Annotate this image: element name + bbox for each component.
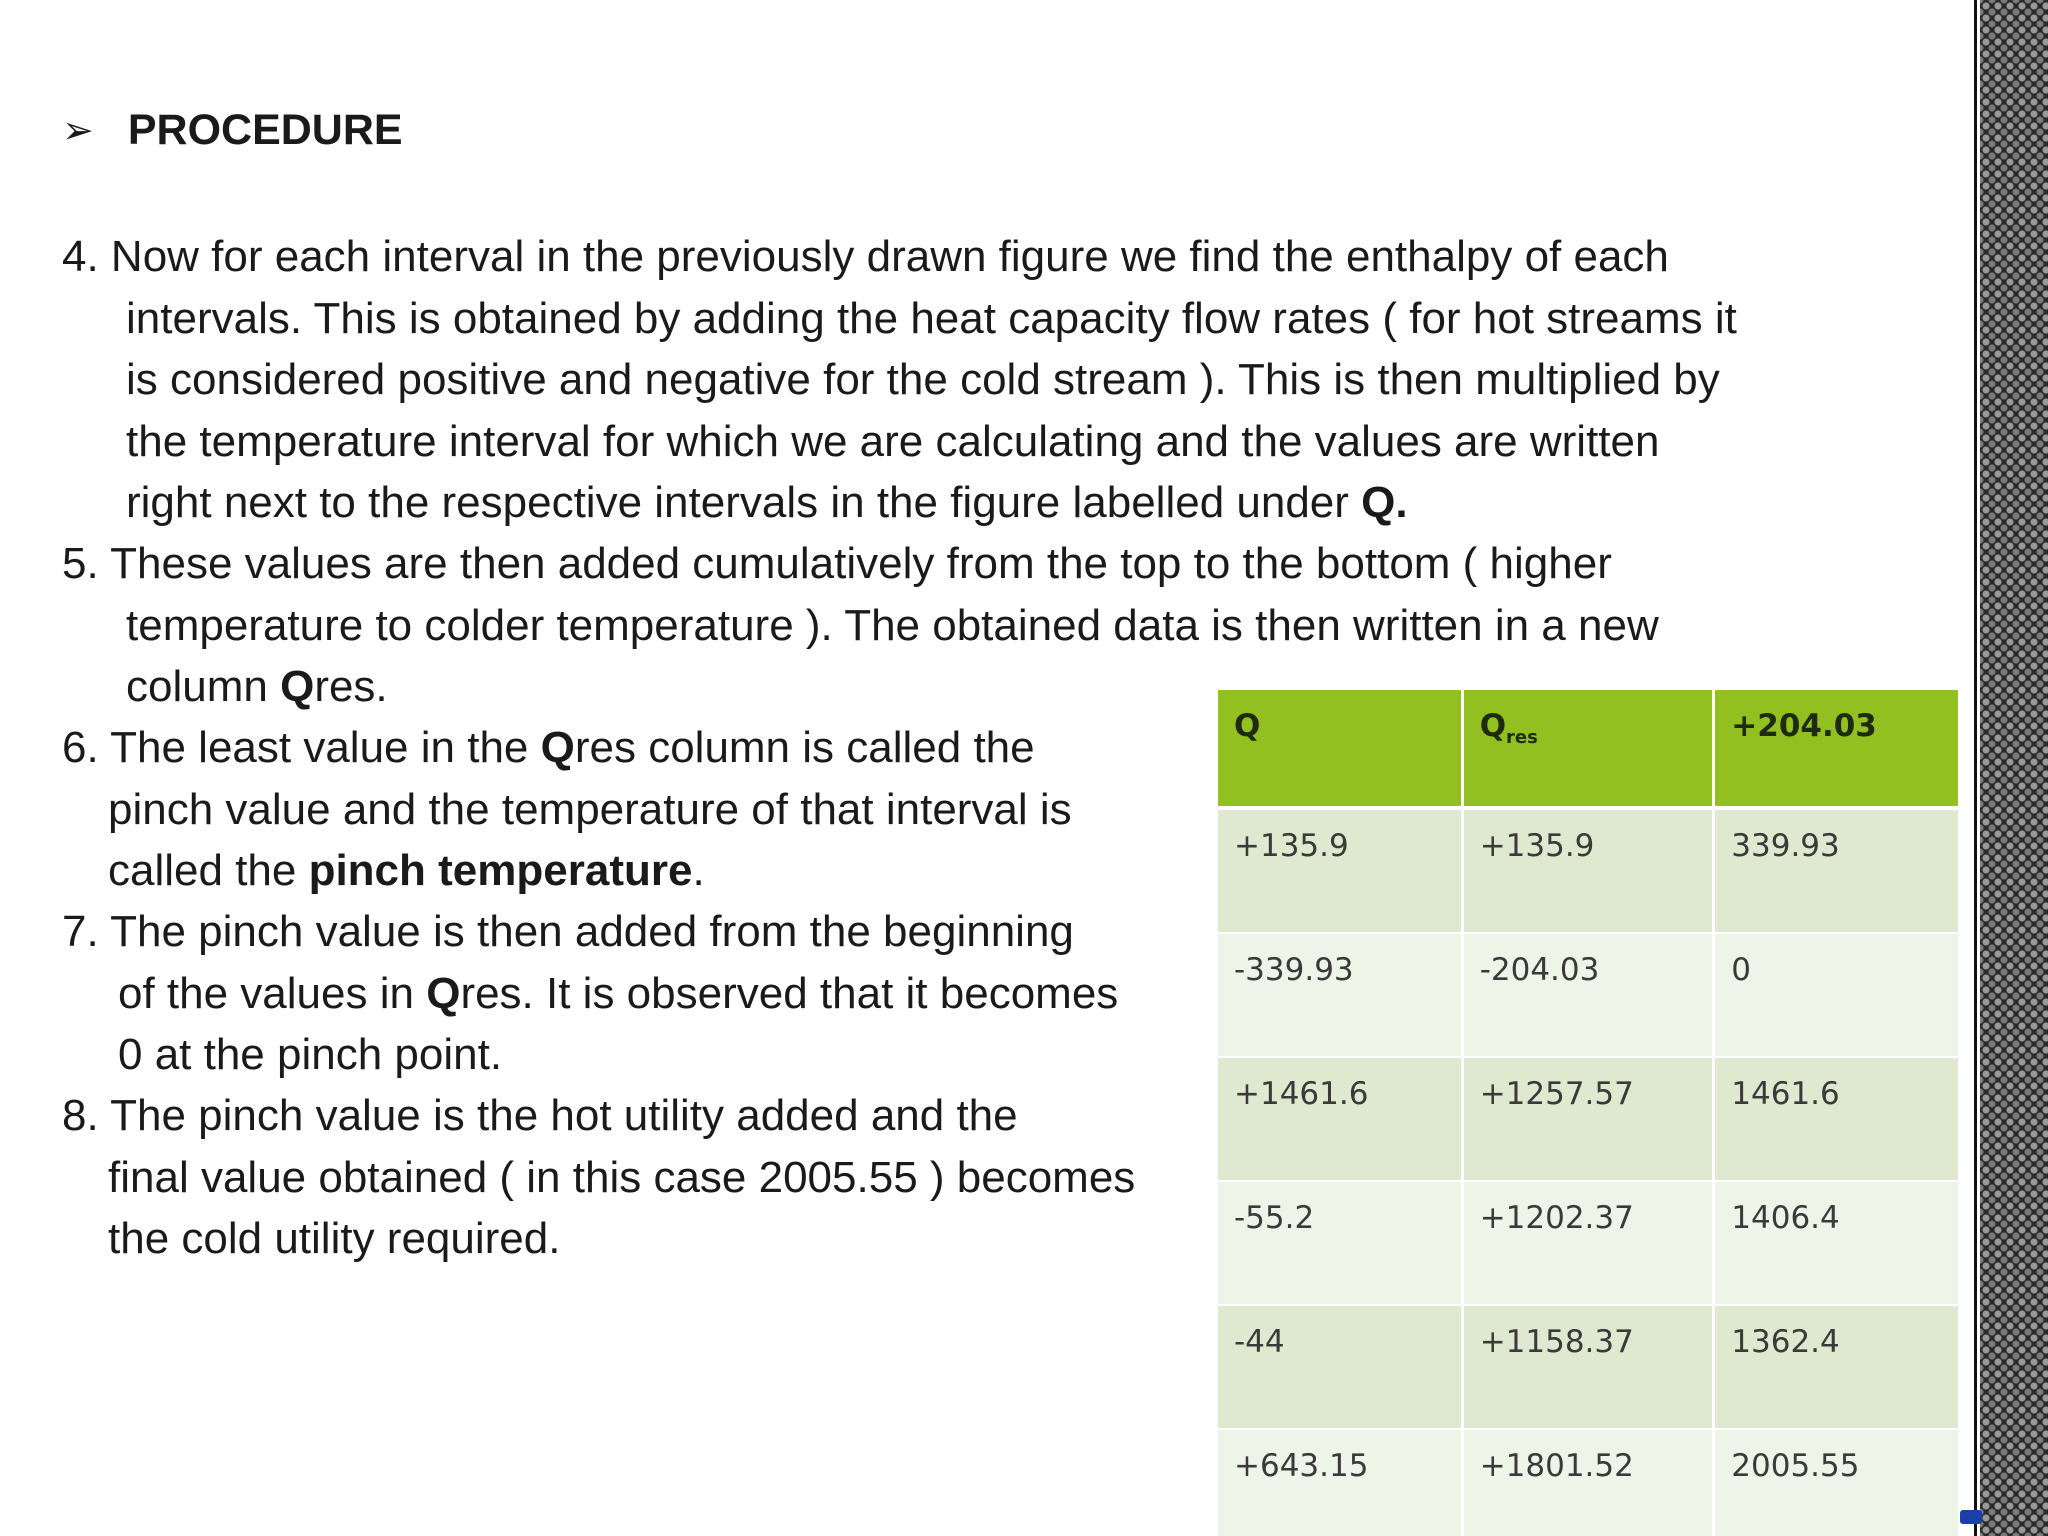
decorative-dot-border xyxy=(1980,0,2048,1536)
cell-qres: +135.9 xyxy=(1462,808,1714,933)
step-8-line-2: final value obtained ( in this case 2005.55 ) becomes xyxy=(108,1152,1136,1202)
step-7-line-2-post: res. It is observed that it becomes xyxy=(460,968,1119,1018)
table-row xyxy=(1218,1429,1958,1536)
step-8-line-1: 8. The pinch value is the hot utility added and the xyxy=(62,1091,1018,1140)
step-5-line-3-pre: column xyxy=(126,662,281,711)
step-5-line-3-post: res. xyxy=(314,662,388,711)
cell-qres: +1158.37 xyxy=(1462,1305,1714,1429)
step-7-q-bold: Q xyxy=(426,968,461,1018)
table-row xyxy=(1218,933,1958,1057)
header-qres xyxy=(1462,690,1714,808)
step-4-line-3: is considered positive and negative for the cold stream ). This is then multiplied by xyxy=(126,355,1720,404)
cell-qres: +1202.37 xyxy=(1462,1181,1714,1305)
cell-adjusted: 0 xyxy=(1714,933,1958,1057)
step-6-line-1-pre: 6. The least value in the xyxy=(62,723,541,772)
step-7-line-1: 7. The pinch value is then added from the beginning xyxy=(62,907,1074,956)
step-4-q-label: Q. xyxy=(1361,478,1408,527)
procedure-heading xyxy=(62,106,403,155)
step-4-line-5-text: right next to the respective intervals in the figure labelled under xyxy=(126,478,1362,527)
arrow-bullet-icon: ➢ xyxy=(62,110,94,152)
header-q: Q xyxy=(1218,690,1462,808)
pinch-temperature-bold: pinch temperature xyxy=(308,846,693,895)
step-4-line-5 xyxy=(62,472,1737,534)
step-6-line-1-post: res column is called the xyxy=(574,723,1035,772)
step-4-line-1: 4. Now for each interval in the previously drawn figure we find the enthalpy of each xyxy=(62,232,1669,281)
cell-adjusted: 1406.4 xyxy=(1714,1181,1958,1305)
table-row xyxy=(1218,1305,1958,1429)
cell-qres: +1257.57 xyxy=(1462,1057,1714,1181)
cell-q: +135.9 xyxy=(1218,808,1462,933)
step-5-line-2: temperature to colder temperature ). The obtained data is then written in a new xyxy=(126,600,1659,650)
header-qres-main: Q xyxy=(1479,708,1507,744)
table-row xyxy=(1218,1181,1958,1305)
cell-adjusted: 339.93 xyxy=(1714,808,1958,933)
step-6-line-3-pre: called the xyxy=(108,846,309,895)
q-values-table xyxy=(1218,690,1958,1536)
step-4 xyxy=(62,226,1737,534)
step-5-line-1: 5. These values are then added cumulatively from the top to the bottom ( higher xyxy=(62,539,1612,588)
step-6-line-3 xyxy=(62,840,1072,902)
cell-qres: -204.03 xyxy=(1462,933,1714,1057)
header-pinch-value: +204.03 xyxy=(1714,690,1958,808)
step-7-line-2 xyxy=(62,963,1118,1025)
step-4-line-4: the temperature interval for which we are calculating and the values are written xyxy=(126,416,1660,466)
cell-q: +643.15 xyxy=(1218,1429,1462,1536)
step-6-line-1 xyxy=(62,717,1072,779)
step-8-line-3: the cold utility required. xyxy=(108,1214,561,1263)
step-6-line-3-post: . xyxy=(692,846,705,895)
table-row xyxy=(1218,1057,1958,1181)
cell-q: -339.93 xyxy=(1218,933,1462,1057)
cell-q: -55.2 xyxy=(1218,1181,1462,1305)
slide-edge-line xyxy=(1972,0,1980,1536)
corner-mark-icon xyxy=(1960,1510,1982,1524)
step-6-line-2: pinch value and the temperature of that interval is xyxy=(108,784,1072,834)
step-7-line-3: 0 at the pinch point. xyxy=(118,1030,503,1079)
cell-qres: +1801.52 xyxy=(1462,1429,1714,1536)
step-8 xyxy=(62,1085,1135,1270)
step-5-q-bold: Q xyxy=(280,662,315,711)
cell-q: -44 xyxy=(1218,1305,1462,1429)
cell-adjusted: 1461.6 xyxy=(1714,1057,1958,1181)
step-6 xyxy=(62,717,1072,902)
step-6-q-bold: Q xyxy=(540,723,575,772)
header-qres-sub: res xyxy=(1506,727,1538,749)
step-4-line-2: intervals. This is obtained by adding the heat capacity flow rates ( for hot streams it xyxy=(126,293,1737,343)
cell-adjusted: 1362.4 xyxy=(1714,1305,1958,1429)
cell-q: +1461.6 xyxy=(1218,1057,1462,1181)
step-7 xyxy=(62,901,1118,1086)
heading-text: PROCEDURE xyxy=(127,106,403,154)
table-header-row xyxy=(1218,690,1958,808)
table-row xyxy=(1218,808,1958,933)
step-7-line-2-pre: of the values in xyxy=(118,968,427,1018)
cell-adjusted: 2005.55 xyxy=(1714,1429,1958,1536)
